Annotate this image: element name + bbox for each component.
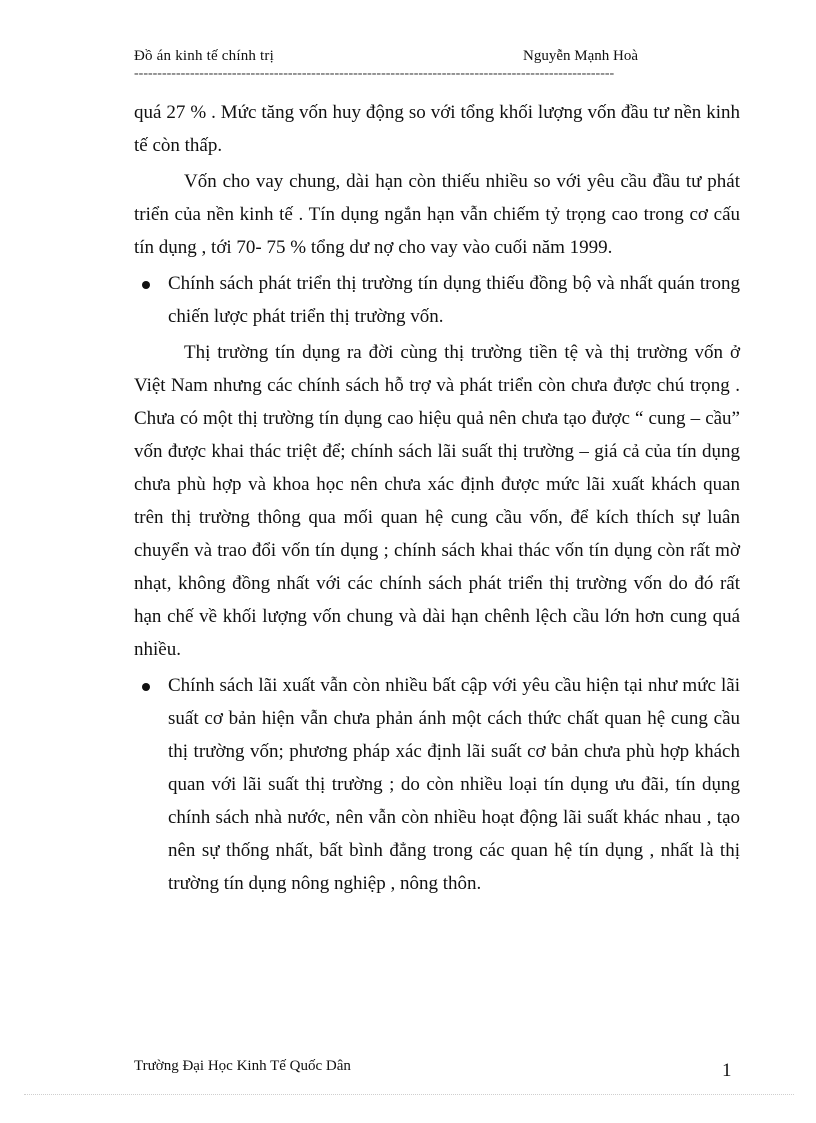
paragraph-continuation: quá 27 % . Mức tăng vốn huy động so với tổng khối lượng vốn đầu tư nền kinh tế còn thấp.	[134, 102, 740, 156]
paragraph-credit-market: Thị trường tín dụng ra đời cùng thị trường tiền tệ và thị trường vốn ở Việt Nam nhưng các chính sách hỗ trợ và phát triển còn chưa được chú trọng . Chưa có một thị trường tín dụng cao hiệu quả nên chưa tạo được “ cung – cầu” vốn được khai thác triệt để; chính sách lãi suất thị trường – giá cả của tín dụng chưa phù hợp và khoa học nên chưa xác định được mức lãi xuất khách quan trên thị trường thông qua mối quan hệ cung cầu vốn, để kích thích sự luân chuyển và trao đổi vốn tín dụng ; chính sách khai thác vốn tín dụng còn rất mờ nhạt, không đồng nhất với các chính sách phát triển thị trường vốn do đó rất hạn chế về khối lượng vốn chung và dài hạn chênh lệch cầu lớn hơn cung quá nhiều.	[134, 342, 740, 660]
bullet-item-interest-policy	[134, 669, 740, 900]
page-bottom-edge	[24, 1094, 794, 1095]
bullet-icon	[142, 281, 150, 289]
bullet-item-credit-policy	[134, 267, 740, 333]
footer-university: Trường Đại Học Kinh Tế Quốc Dân	[134, 1058, 351, 1074]
header-document-title: Đồ án kinh tế chính trị	[134, 48, 274, 64]
body-content	[134, 96, 740, 900]
bullet-text: Chính sách phát triển thị trường tín dụng thiếu đồng bộ và nhất quán trong chiến lược phát triển thị trường vốn.	[168, 273, 740, 327]
header-dashed-rule: -------------------------------------------------------------------------------------------------------	[134, 66, 615, 81]
header-author: Nguyễn Mạnh Hoà	[523, 48, 638, 64]
bullet-text: Chính sách lãi xuất vẫn còn nhiều bất cập với yêu cầu hiện tại như mức lãi suất cơ bản hiện vẫn chưa phản ánh một cách thức chất quan hệ cung cầu thị trường vốn; phương pháp xác định lãi suất cơ bản chưa phù hợp khách quan với lãi suất thị trường ; do còn nhiều loại tín dụng ưu đãi, tín dụng chính sách nhà nước, nên vẫn còn nhiều hoạt động lãi suất khác nhau , tạo nên sự thống nhất, bất bình đẳng trong các quan hệ tín dụng , nhất là thị trường tín dụng nông nghiệp , nông thôn.	[168, 675, 740, 894]
paragraph-loan-capital: Vốn cho vay chung, dài hạn còn thiếu nhiều so với yêu cầu đầu tư phát triển của nền kinh tế . Tín dụng ngắn hạn vẫn chiếm tỷ trọng cao trong cơ cấu tín dụng , tới 70- 75 % tổng dư nợ cho vay vào cuối năm 1999.	[134, 171, 740, 258]
bullet-icon	[142, 683, 150, 691]
page-number: 1	[722, 1060, 732, 1081]
